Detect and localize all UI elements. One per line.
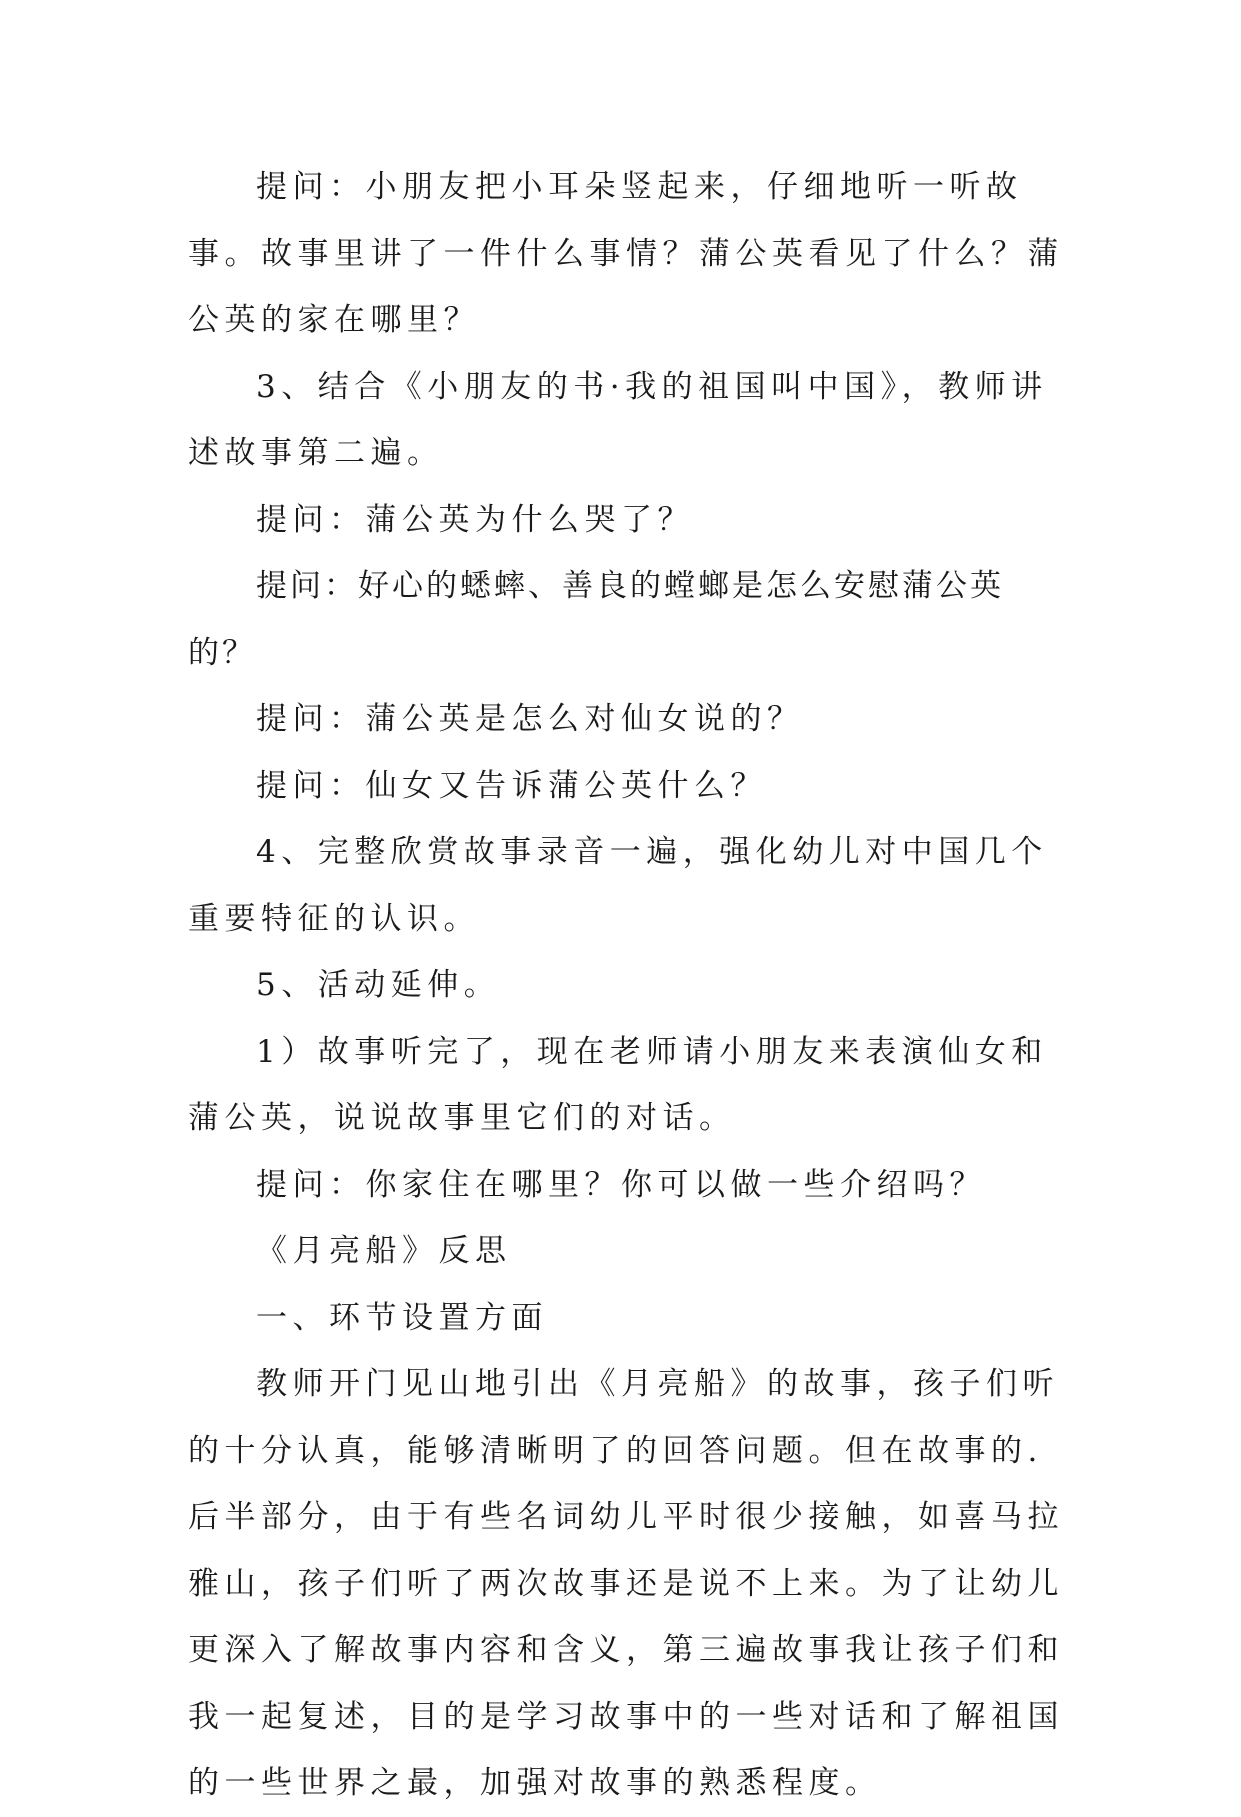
paragraph-reflection-body: 教师开门见山地引出《月亮船》的故事，孩子们听的十分认真，能够清晰明了的回答问题。但在故事的.后半部分，由于有些名词幼儿平时很少接触，如喜马拉雅山，孩子们听了两次故事还是说不上来。为了让幼儿更深入了解故事内容和含义，第三遍故事我让孩子们和我一起复述，目的是学习故事中的一些对话和了解祖国的一些世界之最，加强对故事的熟悉程度。 [188,1366,1064,1801]
section-title-reflection: 《月亮船》反思 [256,1233,512,1269]
paragraph-question-cry: 提问：蒲公英为什么哭了？ [256,501,694,538]
paragraph-step-4: 4、完整欣赏故事录音一遍，强化幼儿对中国几个重要特征的认识。 [188,834,1048,937]
paragraph-question-home: 提问：你家住在哪里？你可以做一些介绍吗？ [256,1166,986,1203]
paragraph-extension-1: 1）故事听完了，现在老师请小朋友来表演仙女和蒲公英，说说故事里它们的对话。 [188,1033,1048,1136]
paragraph-question-comfort: 提问：好心的蟋蟀、善良的螳螂是怎么安慰蒲公英的？ [188,568,1004,671]
section-heading-setup: 一、环节设置方面 [256,1299,548,1336]
paragraph-step-3: 3、结合《小朋友的书·我的祖国叫中国》，教师讲述故事第二遍。 [188,368,1048,471]
paragraph-question-fairy-tell: 提问：仙女又告诉蒲公英什么？ [256,767,767,804]
paragraph-question-fairy: 提问：蒲公英是怎么对仙女说的？ [256,701,804,737]
paragraph-question-listen: 提问：小朋友把小耳朵竖起来，仔细地听一听故事。故事里讲了一件什么事情？蒲公英看见了什么？蒲公英的家在哪里？ [188,169,1064,338]
paragraph-step-5: 5、活动延伸。 [256,967,501,1003]
document-body [188,154,1068,1817]
